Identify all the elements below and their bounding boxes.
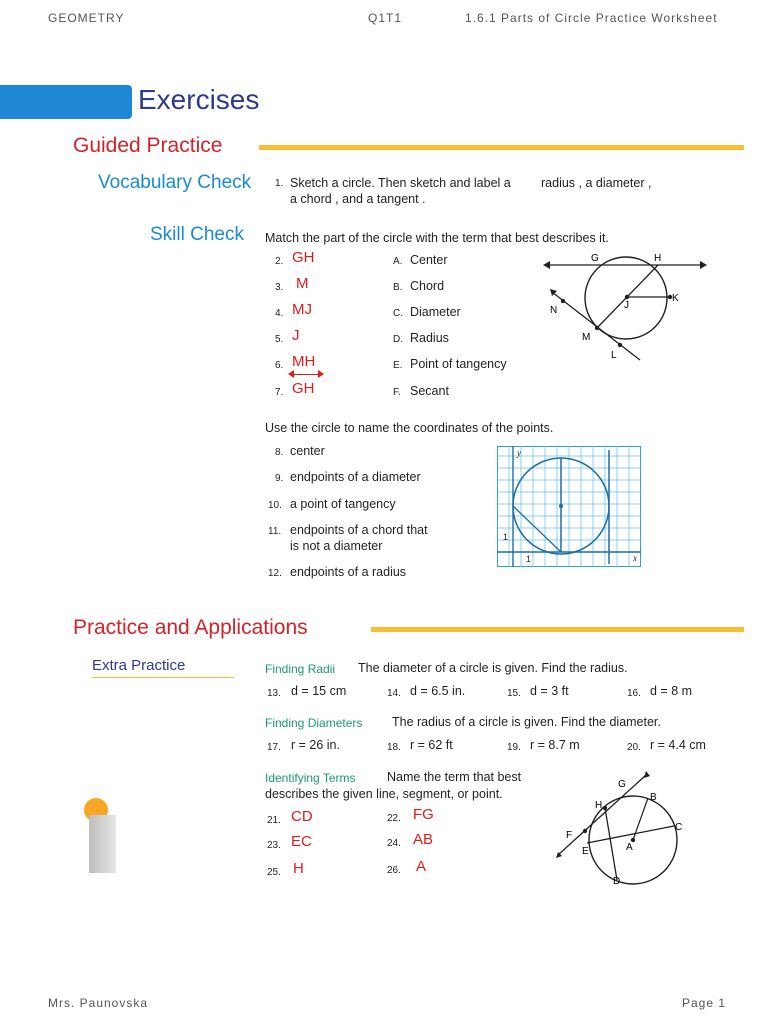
question-number: 25. [267,867,281,878]
finding-radii-instruction: The diameter of a circle is given. Find the radius. [358,661,628,675]
choice-letter: B. [393,282,403,293]
label-k: K [672,293,679,304]
label-g: G [591,253,599,264]
question-text: r = 8.7 m [530,738,580,752]
answer-text: EC [291,833,312,850]
answer-text: J [292,327,300,344]
question-text: d = 15 cm [291,684,347,698]
question-number: 3. [275,282,284,293]
label-f: F [566,830,573,841]
label-l: L [611,350,617,361]
question-number: 26. [387,865,401,876]
question-number: 16. [627,688,641,699]
answer-text: A [416,858,427,875]
question-text: d = 3 ft [530,684,569,698]
radius-ab [633,798,648,840]
arrowhead-right-icon [318,370,324,378]
skill-check-heading: Skill Check [150,224,244,245]
answer-text: M [296,275,309,292]
arrowhead [700,261,707,269]
subject-header: GEOMETRY [48,11,125,25]
page-number: Page 1 [682,996,727,1010]
question-text: r = 26 in. [291,738,340,752]
chord-ec [587,826,674,843]
question-number: 18. [387,742,401,753]
choice-letter: E. [393,360,403,371]
vocab-text-line1: Sketch a circle. Then sketch and label a [290,176,511,190]
question-text: a point of tangency [290,497,396,511]
circle-tangent-figure [540,250,710,365]
question-number: 9. [275,473,284,484]
finding-diameters-instruction: The radius of a circle is given. Find the diameter. [392,715,661,729]
label-e: E [582,846,589,857]
question-number: 1. [275,178,284,189]
question-text: endpoints of a radius [290,565,407,579]
choice-letter: C. [393,308,403,319]
question-number: 20. [627,742,641,753]
question-text: d = 6.5 in. [410,684,466,698]
question-number: 12. [268,568,282,579]
answer-text: AB [413,831,434,848]
extra-practice-heading: Extra Practice [92,657,186,674]
question-text: endpoints of a diameter [290,470,421,484]
arrowhead [543,261,550,269]
choice-term: Secant [410,384,449,398]
identifying-circle-figure [550,770,700,890]
question-text: endpoints of a chord that [290,523,428,537]
question-number: 8. [275,447,284,458]
coordinate-grid [497,446,642,568]
question-number: 2. [275,256,284,267]
vocab-text-line2: a chord , and a tangent . [290,192,426,206]
question-number: 10. [268,500,282,511]
x-axis-label: x [633,553,637,563]
question-number: 21. [267,815,281,826]
x-tick-one: 1 [526,554,532,564]
section-divider [259,145,744,150]
question-text: center [290,444,325,458]
answer-text: FG [413,806,434,823]
answer-text: GH [292,249,315,266]
choice-letter: D. [393,334,403,345]
label-g: G [618,779,626,790]
identifying-terms-label: Identifying Terms [265,771,356,785]
chord-line [513,506,561,552]
y-axis-label: y [517,448,521,458]
identifying-instruction-b: describes the given line, segment, or point. [265,787,503,801]
arrowhead [644,771,650,778]
worksheet-title: 1.6.1 Parts of Circle Practice Worksheet [465,11,718,25]
skill-instruction: Match the part of the circle with the term that best describes it. [265,231,609,245]
exercises-tab [0,85,132,119]
label-m: M [582,332,591,343]
choice-letter: F. [393,387,401,398]
term-header: Q1T1 [368,11,403,25]
question-number: 22. [387,813,401,824]
choice-letter: A. [393,256,403,267]
question-number: 7. [275,387,284,398]
decorative-bar-icon [89,815,116,873]
question-number: 5. [275,334,284,345]
question-number: 23. [267,840,281,851]
label-b: B [650,792,657,803]
question-number: 15. [507,688,521,699]
question-number: 13. [267,688,281,699]
question-number: 6. [275,360,284,371]
line-arrow-icon [292,374,320,375]
choice-term: Radius [410,331,449,345]
secant-fg [558,775,646,855]
answer-text: MJ [292,301,312,318]
choice-term: Point of tangency [410,357,507,371]
label-a: A [626,842,633,853]
choice-term: Chord [410,279,445,293]
choice-term: Center [410,253,448,267]
answer-text: MH [292,353,316,370]
section-divider [371,627,744,632]
answer-text: GH [292,380,315,397]
label-d: D [613,876,621,887]
vocabulary-check-heading: Vocabulary Check [98,172,252,193]
identifying-instruction-a: Name the term that best [387,770,522,784]
label-c: C [675,822,683,833]
label-n: N [550,305,558,316]
label-h: H [654,253,662,264]
label-j: J [624,300,629,311]
question-number: 4. [275,308,284,319]
coord-item-11-line2: is not a diameter [290,539,383,553]
label-h: H [595,800,603,811]
question-number: 14. [387,688,401,699]
question-number: 11. [268,526,282,537]
arrowhead-left-icon [288,370,294,378]
extra-practice-rule [92,677,234,678]
exercises-title: Exercises [138,84,260,115]
finding-radii-label: Finding Radii [265,662,336,676]
vocab-terms: radius , a diameter , [541,176,652,190]
teacher-name: Mrs. Paunovska [48,996,149,1010]
question-text: d = 8 m [650,684,693,698]
finding-diameters-label: Finding Diameters [265,716,363,730]
question-text: r = 62 ft [410,738,453,752]
y-tick-one: 1 [503,532,509,542]
answer-text: H [293,860,304,877]
question-number: 19. [507,742,521,753]
guided-practice-heading: Guided Practice [73,134,223,157]
chord-hd [605,808,617,880]
question-text: r = 4.4 cm [650,738,706,752]
coords-instruction: Use the circle to name the coordinates of the points. [265,421,554,435]
question-number: 17. [267,742,281,753]
question-number: 24. [387,838,401,849]
choice-term: Diameter [410,305,461,319]
practice-applications-heading: Practice and Applications [73,616,308,639]
answer-text: CD [291,808,313,825]
